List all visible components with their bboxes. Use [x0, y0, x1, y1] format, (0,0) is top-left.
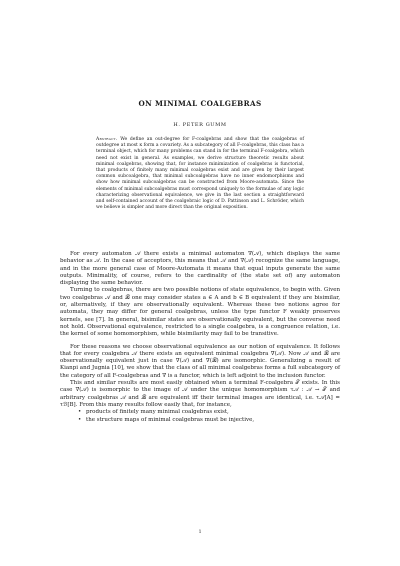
body-text	[60, 251, 340, 424]
body-paragraph: For these reasons we choose observational equivalence as our notion of equivalence. It follows that for every coalgebra 𝒜 there exists an equivalent minimal coalgebra ∇(𝒜). Now 𝒜 and ℬ are observationally equivalent just in case ∇(𝒜) and ∇(ℬ) are isomorphic. Generalizing a result of Kianpi and Jugnia [10], we show that the class of all minimal coalgebras forms a full subcategory of the category of all F-coalgebras and ∇ is a functor, which is left adjoint to the inclusion functor.	[60, 343, 340, 379]
bullet-item: • products of finitely many minimal coalgebras exist,	[86, 409, 340, 416]
body-paragraph: Turning to coalgebras, there are two possible notions of state equivalence, to begin with. Given two coalgebras 𝒜 and ℬ one may consider states a ∈ A and b ∈ B equivalent if they are bisimilar, or, alternatively, if they are observationally equivalent. Whereas these two notions agree for automata, they may differ for general coalgebras, unless the type functor F weakly preserves kernels, see [7]. In general, bisimilar states are observationally equivalent, but the converse need not hold. Observational equivalence, restricted to a single coalgebra, is a congruence relation, i.e. the kernel of some homomorphism, while bisimilarity may fail to be transitive.	[60, 287, 340, 338]
bullet-item: • the structure maps of minimal coalgebras must be injective,	[86, 417, 340, 424]
body-paragraph: For every automaton 𝒜 there exists a minimal automaton ∇(𝒜), which displays the same behavior as 𝒜. In the case of acceptors, this means that 𝒜 and ∇(𝒜) recognize the same language, and in the more general case of Moore-Automata it means that equal inputs generate the same outputs. Minimality, of course, refers to the cardinality of (the state set of) any automaton displaying the same behavior.	[60, 251, 340, 287]
bullet-list	[60, 409, 340, 424]
paper-author: H. PETER GUMM	[173, 122, 227, 128]
abstract-label: Abstract.	[96, 137, 118, 142]
abstract	[96, 137, 304, 211]
abstract-text: We define an out-degree for F-coalgebras and show that the coalgebras of outdegree at most κ form a covariety. As a subcategory of all F-coalgebras, this class has a terminal object, which for many problems can stand in for the terminal F-coalgebra, which need not exist in general. As examples, we derive structure theoretic results about minimal coalgebras, showing that, for instance minimization of coalgebras is functorial, that products of finitely many minimal coalgebras exist and are given by their largest common subcoalgebra, that minimal subcoalgebras have no inner endomorphisms and show how minimal subcoalgebras can be constructed from Moore-automata. Since the elements of minimal subcoalgebras must correspond uniquely to the formulae of any logic characterizing observational equivalence, we give in the last section a straightforward and self-contained account of the coalgebraic logic of D. Pattinson and L. Schröder, which we believe is simpler and more direct than the original exposition.	[96, 137, 304, 211]
paper-title: ON MINIMAL COALGEBRAS	[138, 99, 262, 108]
body-paragraph: This and similar results are most easily obtained when a terminal F-coalgebra 𝒯 exists. In this case ∇(𝒜) is isomorphic to the image of 𝒜 under the unique homomorphism τ𝒜 : 𝒜 → 𝒯 and arbitrary coalgebras 𝒜 and ℬ are equivalent iff their terminal images are identical, i.e. τ𝒜[A] = τℬ[B]. From this many results follow easily that, for instance,	[60, 380, 340, 408]
page-number: 1	[198, 530, 202, 535]
